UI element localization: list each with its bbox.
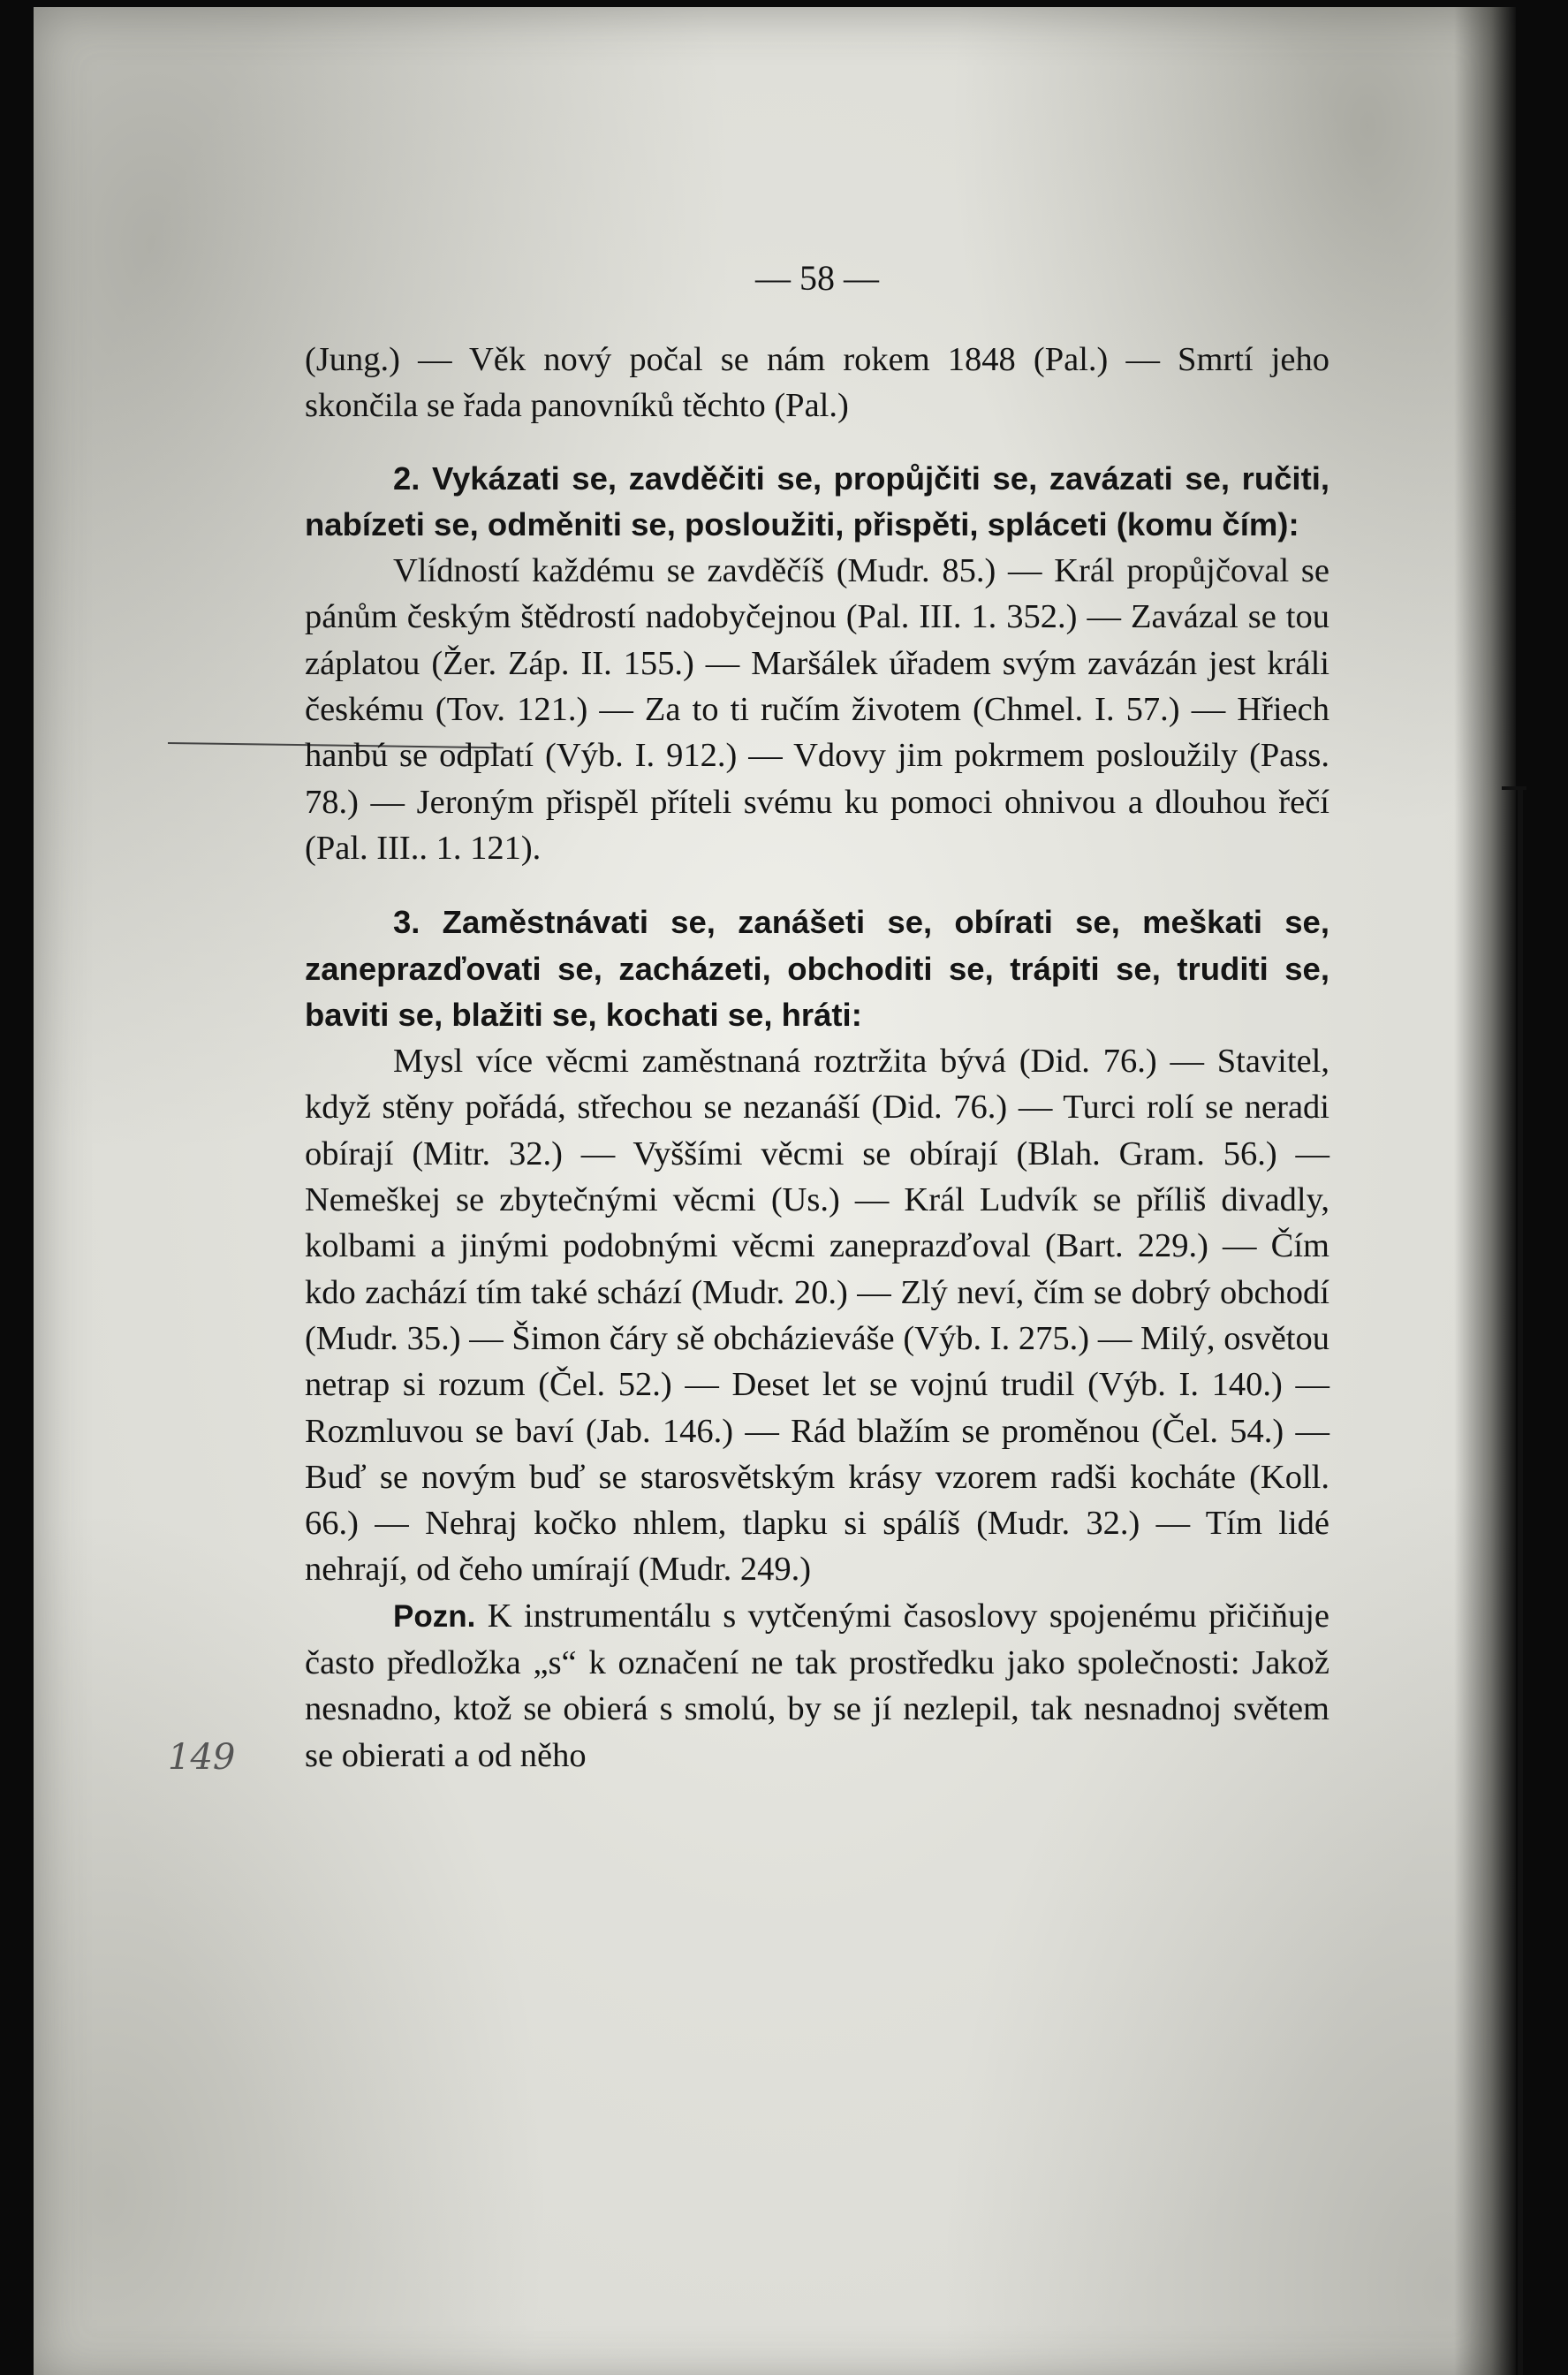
- intro-paragraph: (Jung.) — Věk nový počal se nám rokem 1848 (Pal.) — Smrtí jeho skončila se řada panovníků těchto (Pal.): [305, 341, 1329, 425]
- note-text: K instrumentálu s vytčenými časoslovy spojenému přičiňuje často předložka „s“ k označení ne tak prostředku jako společnosti: Jakož nesnadno, ktož se obierá s smolú, by se jí nezlepil, tak nesnadnoj světem se obierati a od něho: [305, 1597, 1329, 1774]
- page-number: — 58 —: [755, 258, 879, 298]
- section-2-heading: 2. Vykázati se, zavděčiti se, propůjčiti se, zavázati se, ručiti, nabízeti se, odměniti se, posloužiti, přispěti, spláceti (komu čím):: [305, 459, 1329, 543]
- margin-pencil-note: 149: [168, 1737, 236, 1778]
- section-3-examples: Mysl více věcmi zaměstnaná roztržita bývá (Did. 76.) — Stavitel, když stěny pořádá, střechou se nezanáší (Did. 76.) — Turci rolí se neradi obírají (Mitr. 32.) — Vyššími věcmi se obírají (Blah. Gram. 56.) — Nemeškej se zbytečnými věcmi (Us.) — Král Ludvík se příliš divadly, kolbami a jinými podobnými věcmi zaneprazďoval (Bart. 229.) — Čím kdo zachází tím také schází (Mudr. 20.) — Zlý neví, čím se dobrý obchodí (Mudr. 35.) — Šimon čáry sě obcházieváše (Výb. I. 275.) — Milý, osvětou netrap si rozum (Čel. 52.) — Deset let se vojnú trudil (Výb. I. 140.) — Rozmluvou se baví (Jab. 146.) — Rád blažím se proměnou (Čel. 54.) — Buď se novým buď se starosvětským krásy vzorem radši kocháte (Koll. 66.) — Nehraj kočko nhlem, tlapku si spálíš (Mudr. 32.) — Tím lidé nehrají, od čeho umírají (Mudr. 249.): [305, 1043, 1329, 1589]
- edge-rule: [1518, 786, 1523, 2375]
- section-3-heading: 3. Zaměstnávati se, zanášeti se, obírati se, meškati se, zaneprazďovati se, zacházeti, obchoditi se, trápiti se, truditi se, baviti se, blažiti se, kochati se, hráti:: [305, 904, 1329, 1033]
- section-2-examples: Vlídností každému se zavděčíš (Mudr. 85.) — Král propůjčoval se pánům českým štědrostí nadobyčejnou (Pal. III. 1. 352.) — Zavázal se tou záplatou (Žer. Záp. II. 155.) — Maršálek úřadem svým zavázán jest králi českému (Tov. 121.) — Za to ti ručím životem (Chmel. I. 57.) — Hřiech hanbú se odplatí (Výb. I. 912.) — Vdovy jim pokrmem posloužily (Pass. 78.) — Jeroným přispěl příteli svému ku pomoci ohnivou a dlouhou řečí (Pal. III.. 1. 121).: [305, 552, 1329, 867]
- page-text: [305, 252, 1329, 1779]
- binding-shadow: [1454, 7, 1516, 2375]
- note-paragraph: [305, 1593, 1329, 1779]
- note-label: Pozn.: [393, 1598, 476, 1634]
